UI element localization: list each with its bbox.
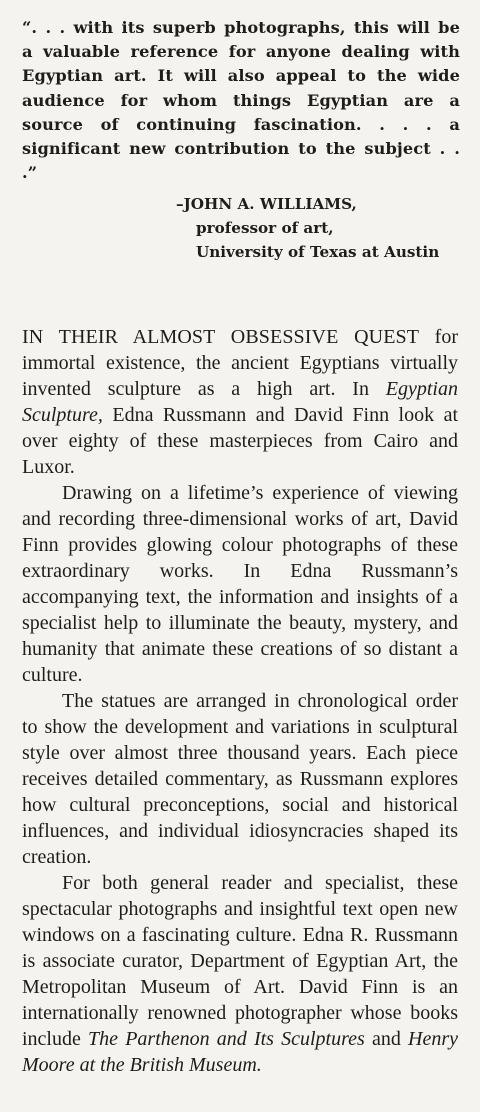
description-body <box>22 324 458 1078</box>
paragraph-1 <box>22 324 458 480</box>
book-title-parthenon: The Parthenon and Its Sculptures <box>88 1028 365 1050</box>
book-title-egyptian-sculpture: Egyptian Sculpture, <box>22 378 458 426</box>
attribution-title: professor of art, <box>196 219 334 237</box>
attribution-affiliation: University of Texas at Austin <box>196 243 440 261</box>
paragraph-1-text-a: for immortal existence, the ancient Egyptians virtually invented sculpture as a high art. In <box>22 326 458 400</box>
book-title-henry-moore: Henry Moore at the British Museum. <box>22 1028 458 1076</box>
paragraph-4 <box>22 870 458 1078</box>
paragraph-3: The statues are arranged in chronological order to show the development and variations in sculptural style over almost three thousand years. Each piece receives detailed commentary, as Russmann explores how cultural preconceptions, social and historical influences, and individual idiosyncracies shaped its creation. <box>22 690 458 868</box>
paragraph-4-text-b: and <box>364 1028 409 1050</box>
review-quote: “. . . with its superb photographs, this will be a valuable reference for anyone dealing with Egyptian art. It will also appeal to the wide audience for whom things Egyptian are a source of continuing fascination. . . . a significant new contribution to the subject . . .” <box>22 18 460 183</box>
lead-in-caps: IN THEIR ALMOST OBSESSIVE QUEST <box>22 326 420 348</box>
attribution-name: –JOHN A. WILLIAMS, <box>176 195 357 213</box>
paragraph-4-text-a: For both general reader and specialist, these spectacular photographs and insightful text open new windows on a fascinating culture. Edna R. Russmann is associate curator, Department of Egyptian Art, the Metropolitan Museum of Art. David Finn is an internationally renowned photographer whose books include <box>22 872 458 1050</box>
quote-attribution <box>176 192 466 264</box>
paragraph-1-text-b: Edna Russmann and David Finn look at over eighty of these masterpieces from Cairo and Luxor. <box>22 404 458 478</box>
paragraph-2: Drawing on a lifetime’s experience of viewing and recording three-dimensional works of art, David Finn provides glowing colour photographs of these extraordinary works. In Edna Russmann’s accompanying text, the information and insights of a specialist help to illuminate the beauty, mystery, and humanity that animate these creations of so distant a culture. <box>22 482 458 686</box>
